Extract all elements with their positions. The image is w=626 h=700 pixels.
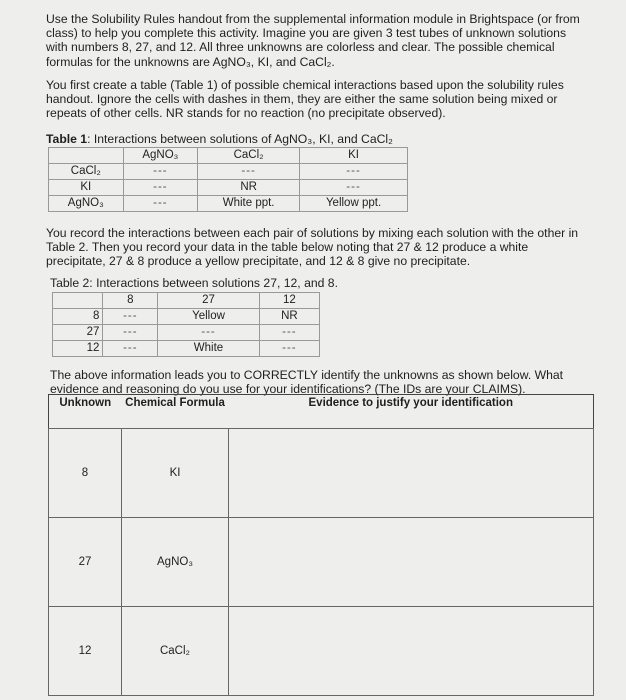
t3-evidence-cell[interactable] bbox=[229, 518, 594, 607]
data-paragraph: You record the interactions between each pair of solutions by mixing each solution with the other in Table 2. Then you record your data in the table below noting that 27 & 12 produce a white precipitate, 27 & 8 produce a yellow precipitate, and 12 & 8 give no precipitate. bbox=[46, 226, 579, 269]
identification-table bbox=[48, 394, 594, 696]
t1-cell: --- bbox=[123, 196, 198, 212]
intro-paragraph-2: You first create a table (Table 1) of possible chemical interactions based upon the solubility rules handout. Ignore the cells with dashes in them, they are either the same solution being mixed or repeats of other cells. NR stands for no reaction (no precipitate observed). bbox=[46, 78, 564, 121]
t1-cell: --- bbox=[300, 164, 408, 180]
t1-header-corner bbox=[49, 148, 124, 164]
table2-caption: Table 2: Interactions between solutions 27, 12, and 8. bbox=[50, 276, 338, 290]
t2-cell: --- bbox=[259, 325, 319, 341]
t1-row-label: KI bbox=[49, 180, 124, 196]
t3-header-evidence: Evidence to justify your identification bbox=[308, 397, 513, 409]
table2-interactions bbox=[52, 292, 320, 357]
t3-evidence-cell[interactable] bbox=[229, 429, 594, 518]
table1-caption-label: Table 1 bbox=[46, 132, 88, 146]
t2-cell: --- bbox=[103, 341, 158, 357]
t3-formula-cell: AgNO₃ bbox=[122, 518, 229, 607]
t3-formula-cell: CaCl₂ bbox=[122, 607, 229, 696]
t3-unknown-cell: 8 bbox=[49, 429, 122, 518]
t1-header-ki: KI bbox=[300, 148, 408, 164]
t2-header-27: 27 bbox=[158, 293, 260, 309]
t2-header-12: 12 bbox=[259, 293, 319, 309]
t3-unknown-cell: 27 bbox=[49, 518, 122, 607]
t1-cell: --- bbox=[198, 164, 300, 180]
t2-cell: White bbox=[158, 341, 260, 357]
t3-formula-cell: KI bbox=[122, 429, 229, 518]
t2-row-label: 27 bbox=[53, 325, 103, 341]
t2-header-8: 8 bbox=[103, 293, 158, 309]
t1-header-agno3: AgNO₃ bbox=[123, 148, 198, 164]
t2-cell: --- bbox=[158, 325, 260, 341]
t1-cell: NR bbox=[198, 180, 300, 196]
t1-row-label: AgNO₃ bbox=[49, 196, 124, 212]
t1-cell: --- bbox=[123, 164, 198, 180]
t2-cell: NR bbox=[259, 309, 319, 325]
t1-cell: --- bbox=[123, 180, 198, 196]
table1-interactions bbox=[48, 147, 408, 212]
t2-cell: Yellow bbox=[158, 309, 260, 325]
t3-evidence-cell[interactable] bbox=[229, 607, 594, 696]
t1-cell: Yellow ppt. bbox=[300, 196, 408, 212]
t2-header-corner bbox=[53, 293, 103, 309]
t2-cell: --- bbox=[259, 341, 319, 357]
intro-paragraph-1: Use the Solubility Rules handout from the supplemental information module in Brightspace (or from class) to help you complete this activity. Imagine you are given 3 test tubes of unknown solutions with numbers 8, 27, and 12. All three unknowns are colorless and clear. The possible chemical formulas for the unknowns are AgNO₃, KI, and CaCl₂. bbox=[46, 12, 580, 69]
table1-caption-text: : Interactions between solutions of AgNO₃, KI, and CaCl₂ bbox=[87, 132, 393, 146]
t3-unknown-cell: 12 bbox=[49, 607, 122, 696]
table1-caption bbox=[46, 132, 393, 146]
t1-cell: --- bbox=[300, 180, 408, 196]
t3-header-unknown: Unknown bbox=[59, 397, 112, 409]
question-paragraph: The above information leads you to CORRECTLY identify the unknowns as shown below. What evidence and reasoning do you use for your identifications? (The IDs are your CLAIMS). bbox=[50, 368, 564, 397]
t3-header-formula: Chemical Formula bbox=[125, 397, 225, 409]
t2-cell: --- bbox=[103, 309, 158, 325]
t1-cell: White ppt. bbox=[198, 196, 300, 212]
t1-header-cacl2: CaCl₂ bbox=[198, 148, 300, 164]
t1-row-label: CaCl₂ bbox=[49, 164, 124, 180]
t2-cell: --- bbox=[103, 325, 158, 341]
t2-row-label: 8 bbox=[53, 309, 103, 325]
t2-row-label: 12 bbox=[53, 341, 103, 357]
